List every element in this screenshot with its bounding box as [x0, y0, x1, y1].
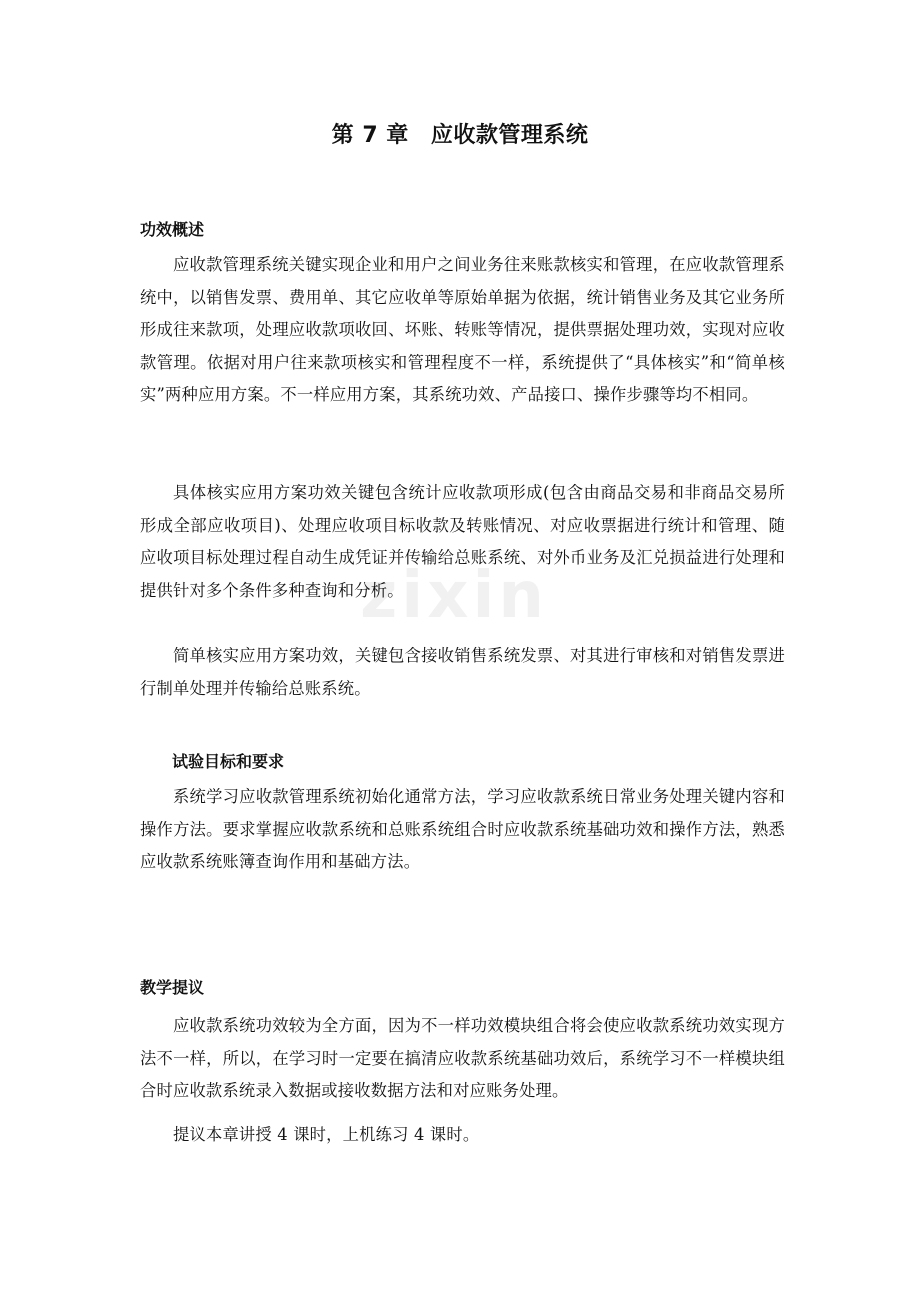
- experiment-paragraph-1: 系统学习应收款管理系统初始化通常方法，学习应收款系统日常业务处理关键内容和操作方法。要求掌握应收款系统和总账系统组合时应收款系统基础功效和操作方法，熟悉应收款系统账簿查询作用和基础方法。: [140, 787, 785, 872]
- chapter-name: 应收款管理系统: [430, 123, 589, 148]
- teaching-paragraph-2: 提议本章讲授 4 课时，上机练习 4 课时。: [173, 1125, 480, 1144]
- teaching-paragraph-1: 应收款系统功效较为全方面，因为不一样功效模块组合将会使应收款系统功效实现方法不一样，所以，在学习时一定要在搞清应收款系统基础功效后，系统学习不一样模块组合时应收款系统录入数据或接收数据方法和对应账务处理。: [140, 1016, 785, 1101]
- section-heading-overview: 功效概述: [140, 220, 205, 239]
- overview-paragraph-1: 应收款管理系统关键实现企业和用户之间业务往来账款核实和管理，在应收款管理系统中，以销售发票、费用单、其它应收单等原始单据为依据，统计销售业务及其它业务所形成往来款项，处理应收款项收回、坏账、转账等情况，提供票据处理功效，实现对应收款管理。依据对用户往来款项核实和管理程度不一样，系统提供了“具体核实”和“简单核实”两种应用方案。不一样应用方案，其系统功效、产品接口、操作步骤等均不相同。: [140, 255, 785, 405]
- section-heading-teaching: 教学提议: [140, 978, 205, 997]
- overview-paragraph-3: 简单核实应用方案功效，关键包含接收销售系统发票、对其进行审核和对销售发票进行制单处理并传输给总账系统。: [140, 646, 785, 698]
- page-title: [0, 118, 920, 149]
- overview-paragraph-2: 具体核实应用方案功效关键包含统计应收款项形成(包含由商品交易和非商品交易所形成全部应收项目)、处理应收项目标收款及转账情况、对应收票据进行统计和管理、随应收项目标处理过程自动生成凭证并传输给总账系统、对外币业务及汇兑损益进行处理和提供针对多个条件多种查询和分析。: [140, 483, 785, 600]
- svg-text:zixin: zixin: [360, 559, 548, 633]
- section-heading-experiment: 试验目标和要求: [172, 752, 285, 771]
- chapter-number: 第 7 章: [331, 123, 409, 148]
